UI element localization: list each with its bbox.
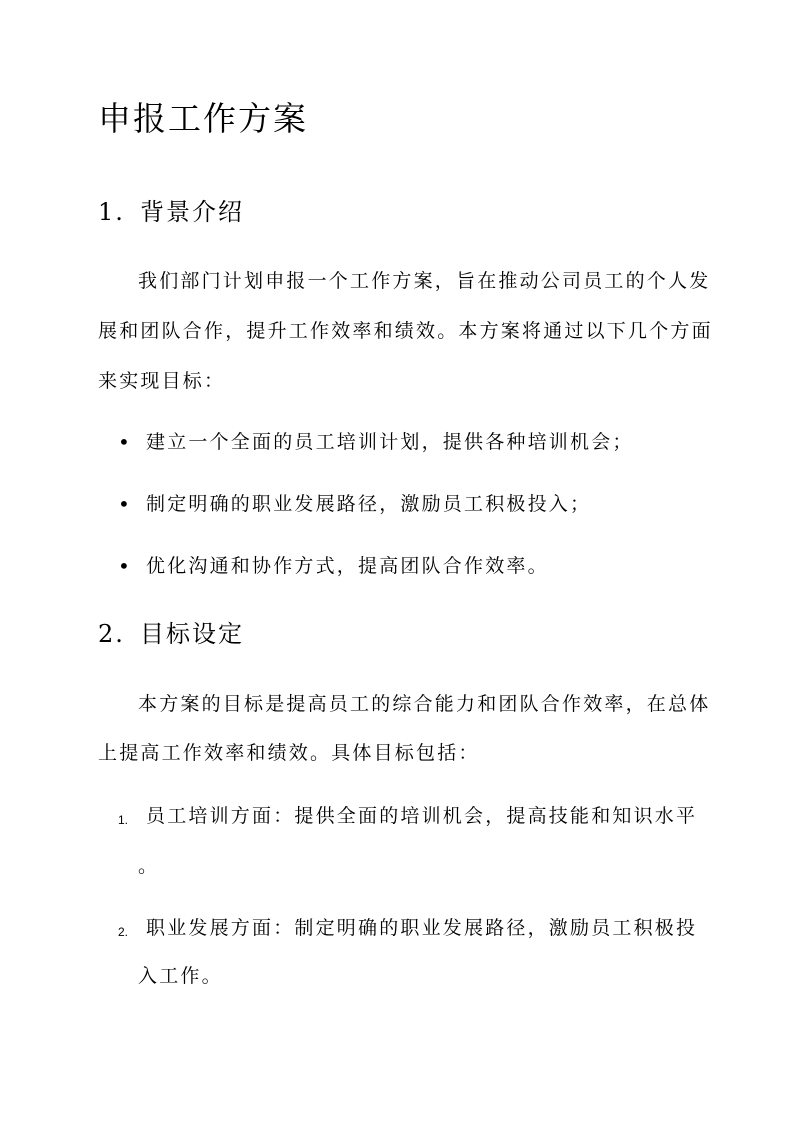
numbered-item-line: 职业发展方面：制定明确的职业发展路径，激励员工积极投 bbox=[146, 917, 698, 939]
bullet-item: 优化沟通和协作方式，提高团队合作效率。 bbox=[146, 555, 549, 577]
paragraph-line: 来实现目标： bbox=[98, 370, 226, 392]
document-title: 申报工作方案 bbox=[98, 99, 308, 138]
bullet-marker: • bbox=[118, 430, 130, 454]
numbered-item-line: 员工培训方面：提供全面的培训机会，提高技能和知识水平 bbox=[146, 805, 698, 827]
list-number: 2. bbox=[118, 925, 129, 939]
section-title: 背景介绍 bbox=[140, 198, 244, 226]
bullet-item: 建立一个全面的员工培训计划，提供各种培训机会； bbox=[146, 431, 634, 453]
paragraph-line: 我们部门计划申报一个工作方案，旨在推动公司员工的个人发 bbox=[138, 270, 711, 292]
paragraph-line: 展和团队合作，提升工作效率和绩效。本方案将通过以下几个方面 bbox=[98, 320, 713, 342]
numbered-item-line: 入工作。 bbox=[138, 965, 223, 987]
bullet-marker: • bbox=[118, 492, 130, 516]
list-number: 1. bbox=[118, 813, 129, 827]
bullet-item: 制定明确的职业发展路径，激励员工积极投入； bbox=[146, 493, 592, 515]
numbered-item-line: 。 bbox=[138, 855, 160, 877]
bullet-marker: • bbox=[118, 554, 130, 578]
section-number: 1. bbox=[98, 198, 125, 226]
section-number: 2. bbox=[98, 620, 125, 648]
section-heading-background bbox=[98, 194, 244, 230]
section-heading-goals bbox=[98, 616, 244, 652]
paragraph-line: 本方案的目标是提高员工的综合能力和团队合作效率，在总体 bbox=[138, 693, 711, 715]
paragraph-line: 上提高工作效率和绩效。具体目标包括： bbox=[98, 742, 480, 764]
section-title: 目标设定 bbox=[140, 620, 244, 648]
